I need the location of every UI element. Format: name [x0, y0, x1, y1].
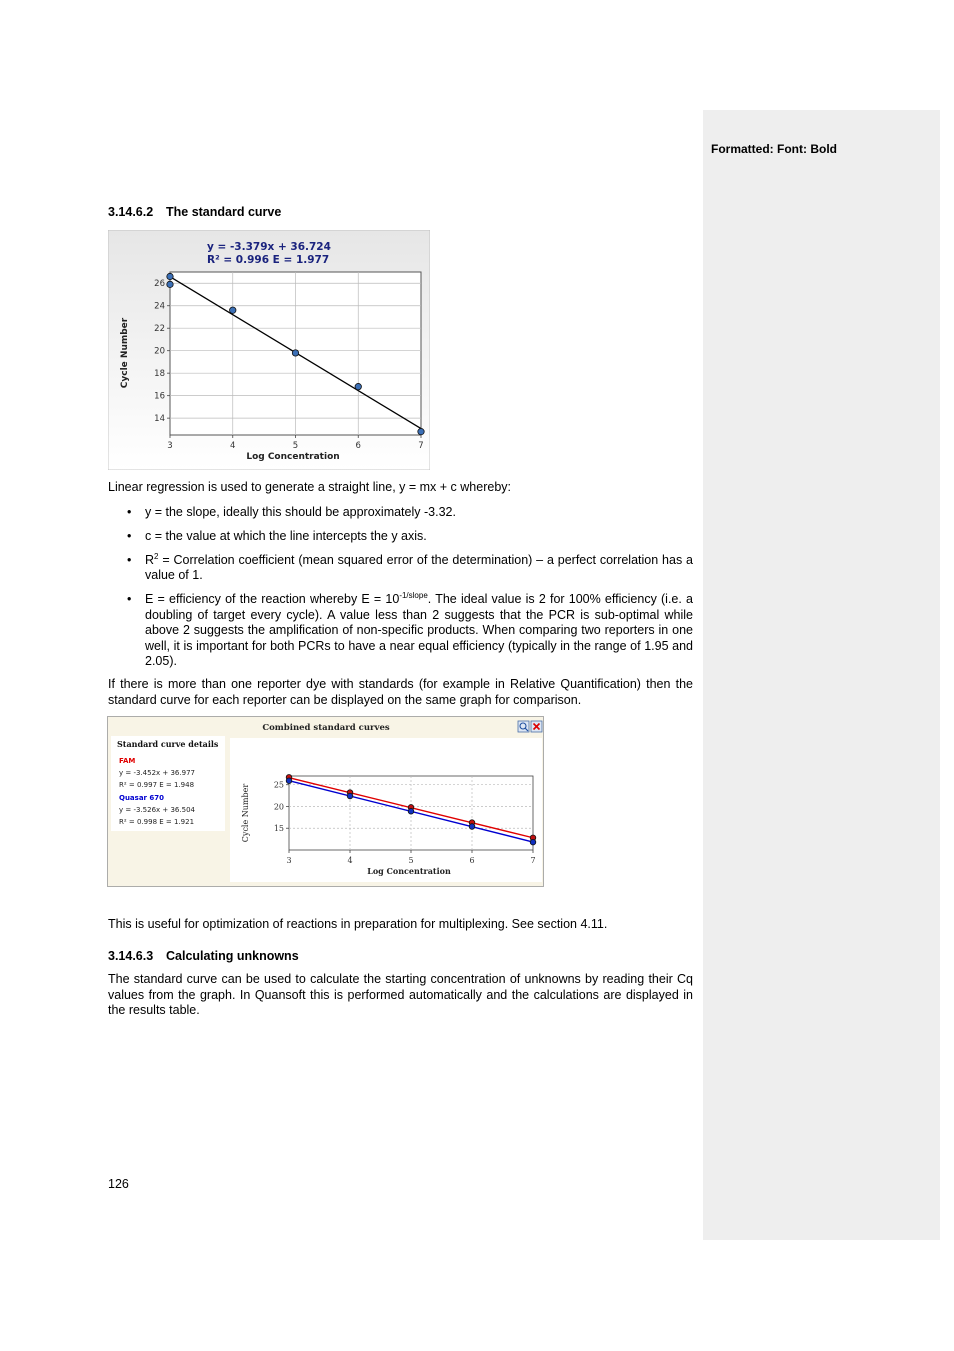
body-text-block-1 [108, 480, 693, 708]
data-point [347, 793, 353, 799]
y-tick-label: 24 [154, 301, 165, 312]
y-tick-label: 16 [154, 391, 165, 402]
list-item-text: y = the slope, ideally this should be approximately -3.32. [145, 504, 456, 519]
quasar-series-name: Quasar 670 [119, 794, 165, 802]
data-point [530, 839, 536, 845]
data-point [286, 778, 292, 784]
standard-curve-chart [108, 230, 430, 470]
data-point [167, 273, 173, 279]
list-item [108, 592, 693, 670]
fam-stats: R² = 0.997 E = 1.948 [119, 781, 195, 789]
y-tick-label: 26 [154, 279, 165, 290]
paragraph-intro: Linear regression is used to generate a straight line, y = mx + c whereby: [108, 480, 511, 494]
x-axis-label: Log Concentration [367, 866, 451, 876]
data-point [292, 350, 298, 356]
data-point [408, 808, 414, 814]
x-tick-label: 3 [286, 856, 292, 865]
superscript: -1/slope [399, 591, 428, 600]
list-item-text: . The ideal value is 2 for 100% efficiency (i.e. a doubling of target every cycle). A value less than 2 suggests that the PCR is sub-optimal while above 2 suggests the amplification of non-specific products. When comparing two reporters in one well, it is important for both PCRs to have a near equal efficiency (typically in the range of 1.95 and 2.05). [145, 592, 693, 668]
sidebar-formatted-note: Formatted: Font: Bold [711, 142, 837, 156]
paragraph-unknowns: The standard curve can be used to calculate the starting concentration of unknowns by reading their Cq values from the graph. In Quansoft this is performed automatically and the calculations are displayed in the results table. [108, 972, 693, 1017]
list-item [108, 553, 693, 584]
definition-list [108, 505, 693, 670]
section-number: 3.14.6.3 [108, 949, 154, 963]
fam-series-name: FAM [119, 757, 136, 765]
x-tick-label: 3 [167, 441, 173, 451]
paragraph-useful: This is useful for optimization of reactions in preparation for multiplexing. See section 4.11. [108, 917, 608, 931]
data-point [469, 824, 475, 830]
section-heading-calculating-unknowns [108, 949, 299, 963]
chart-title: Combined standard curves [262, 723, 390, 733]
data-point [167, 281, 173, 287]
list-item-text: c = the value at which the line intercepts the y axis. [145, 528, 427, 543]
x-axis-label: Log Concentration [246, 452, 340, 462]
section-title: Calculating unknowns [166, 949, 299, 963]
y-tick-label: 15 [273, 824, 284, 834]
y-tick-label: 25 [273, 780, 284, 790]
comment-sidebar [703, 110, 940, 1240]
bullet-icon: • [127, 504, 132, 519]
body-text-block-3 [108, 972, 693, 1019]
x-tick-label: 6 [469, 856, 475, 865]
details-title: Standard curve details [117, 739, 219, 749]
paragraph-multi-reporter: If there is more than one reporter dye with standards (for example in Relative Quantification) then the standard curve for each reporter can be displayed on the same graph for comparison. [108, 677, 693, 707]
y-tick-label: 14 [154, 414, 165, 425]
data-point [355, 383, 361, 389]
quasar-stats: R² = 0.998 E = 1.921 [119, 818, 195, 826]
x-tick-label: 6 [355, 441, 361, 451]
superscript: 2 [154, 551, 159, 561]
x-tick-label: 7 [418, 441, 424, 451]
section-heading-standard-curve [108, 205, 281, 219]
y-axis-label: Cycle Number [241, 783, 250, 843]
data-point [230, 307, 236, 313]
list-item-text: = Correlation coefficient (mean squared error of the determination) – a perfect correlation has a value of 1. [145, 552, 693, 582]
equation-label: y = -3.379x + 36.724 [207, 241, 331, 253]
x-tick-label: 4 [347, 856, 353, 865]
bullet-icon: • [127, 592, 132, 606]
stats-label: R² = 0.996 E = 1.977 [207, 254, 330, 266]
x-tick-label: 7 [530, 856, 536, 865]
y-tick-label: 18 [154, 369, 165, 380]
section-title: The standard curve [166, 205, 282, 219]
data-point [418, 428, 424, 434]
y-tick-label: 22 [154, 324, 165, 335]
bullet-icon: • [127, 552, 132, 567]
x-tick-label: 4 [230, 441, 236, 451]
x-tick-label: 5 [408, 856, 414, 865]
close-icon[interactable] [531, 721, 542, 732]
list-item-text: E = efficiency of the reaction whereby E = 10 [145, 592, 400, 606]
zoom-icon[interactable] [518, 721, 529, 732]
quasar-equation: y = -3.526x + 36.504 [119, 806, 195, 814]
page-number: 126 [108, 1177, 129, 1191]
fam-equation: y = -3.452x + 36.977 [119, 769, 195, 777]
body-text-block-2 [108, 917, 693, 933]
combined-standard-curves-chart [107, 716, 544, 887]
section-number: 3.14.6.2 [108, 205, 154, 219]
y-tick-label: 20 [154, 346, 165, 357]
list-item [108, 529, 693, 545]
x-tick-label: 5 [292, 441, 299, 451]
bullet-icon: • [127, 528, 132, 543]
list-item-text: R [145, 552, 155, 567]
list-item [108, 505, 693, 521]
y-axis-label: Cycle Number [120, 317, 130, 389]
y-tick-label: 20 [273, 802, 284, 812]
